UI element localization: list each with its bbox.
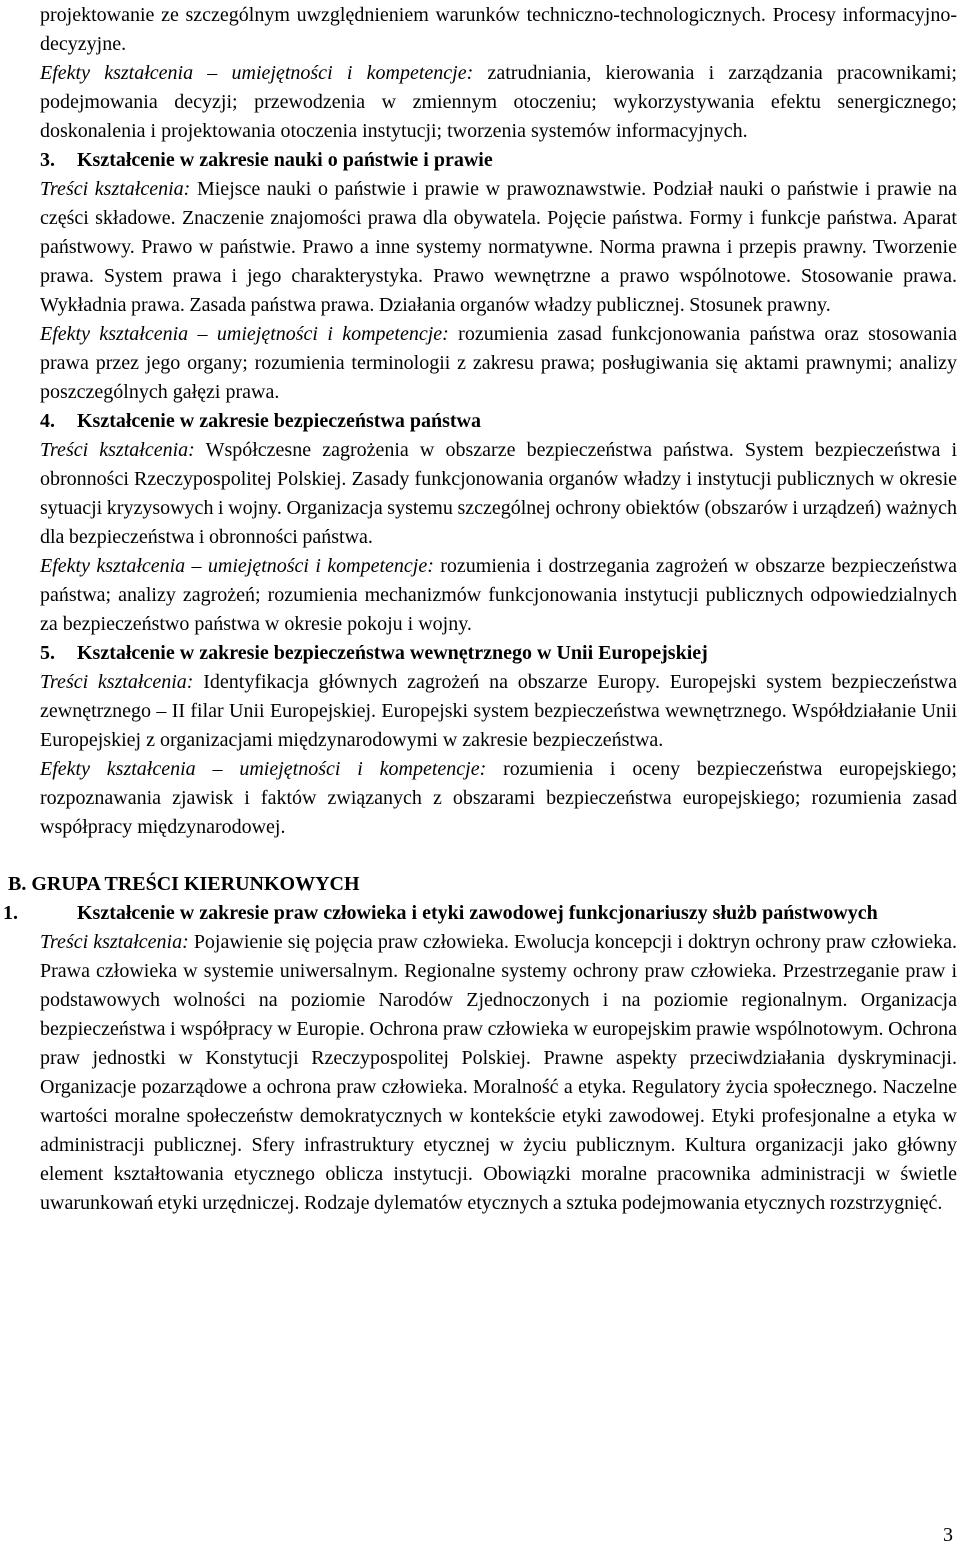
section-3-heading <box>40 146 957 175</box>
intro-effects-paragraph <box>40 59 957 146</box>
section-4-effects <box>40 552 957 639</box>
group-b-heading: B. GRUPA TREŚCI KIERUNKOWYCH <box>8 873 360 895</box>
page-number: 3 <box>943 1524 953 1546</box>
content-label: Treści kształcenia: <box>40 439 195 461</box>
effects-text: rozumienia i dostrzegania zagrożeń w obszarze bezpieczeństwa państwa; analizy zagrożeń; rozumienia mechanizmów funkcjonowania instytucji publicznych odpowiedzialnych za bezpieczeństwo państwa w okresie pokoju i wojny. <box>40 555 958 635</box>
section-3-effects <box>40 320 957 407</box>
group-b-section-1-heading <box>3 899 957 928</box>
section-5-heading <box>40 639 957 668</box>
section-4-content <box>40 436 957 552</box>
effects-label: Efekty kształcenia – umiejętności i kompetencje: <box>40 555 434 577</box>
effects-label: Efekty kształcenia – umiejętności i kompetencje: <box>40 758 487 780</box>
section-title: Kształcenie w zakresie bezpieczeństwa państwa <box>77 410 482 432</box>
section-number: 5. <box>40 642 55 664</box>
content-text: Pojawienie się pojęcia praw człowieka. Ewolucja koncepcji i doktryn ochrony praw człowieka. Prawa człowieka w systemie uniwersalnym. Regionalne systemy ochrony praw człowieka. Przestrzeganie praw i podstawowych wolności na poziomie Narodów Zjednoczonych i na poziomie regionalnym. Organizacja bezpieczeństwa i współpracy w Europie. Ochrona praw człowieka w europejskim prawie wspólnotowym. Ochrona praw jednostki w Konstytucji Rzeczypospolitej Polskiej. Prawne aspekty przeciwdziałania dyskryminacji. Organizacje pozarządowe a ochrona praw człowieka. Moralność a etyka. Regulatory życia społecznego. Naczelne wartości moralne społeczeństw demokratycznych w kontekście etyki zawodowej. Etyki profesjonalne a etyka w administracji publicznej. Sfery infrastruktury etycznej w życiu publicznym. Kultura organizacji jako główny element kształtowania etycznego oblicza instytucji. Obowiązki moralne pracownika administracji w świetle uwarunkowań etyki urzędniczej. Rodzaje dylematów etycznych a sztuka podejmowania etycznych rozstrzygnięć. <box>40 931 957 1214</box>
section-3-content <box>40 175 957 320</box>
effects-text: rozumienia i oceny bezpieczeństwa europejskiego; rozpoznawania zjawisk i faktów związanych z obszarami bezpieczeństwa europejskiego; rozumienia zasad współpracy międzynarodowej. <box>40 758 957 838</box>
section-title: Kształcenie w zakresie praw człowieka i etyki zawodowej funkcjonariuszy służb państwowych <box>77 902 878 924</box>
content-text: Współczesne zagrożenia w obszarze bezpieczeństwa państwa. System bezpieczeństwa i obronności Rzeczypospolitej Polskiej. Zasady funkcjonowania organów władzy i instytucji publicznych w okresie sytuacji kryzysowych i wojny. Organizacja systemu szczególnej ochrony obiektów (obszarów i urządzeń) ważnych dla bezpieczeństwa i obronności państwa. <box>40 439 957 548</box>
content-label: Treści kształcenia: <box>40 931 189 953</box>
effects-text: rozumienia zasad funkcjonowania państwa oraz stosowania prawa przez jego organy; rozumienia terminologii z zakresu prawa; posługiwania się aktami prawnymi; analizy poszczególnych gałęzi prawa. <box>40 323 957 403</box>
effects-text: zatrudniania, kierowania i zarządzania pracownikami; podejmowania decyzji; przewodzenia w zmiennym otoczeniu; wykorzystywania efektu senergicznego; doskonalenia i projektowania otoczenia instytucji; tworzenia systemów informacyjnych. <box>40 62 957 142</box>
group-b-section-1-content <box>40 928 957 1218</box>
section-title: Kształcenie w zakresie bezpieczeństwa wewnętrznego w Unii Europejskiej <box>77 642 708 664</box>
content-label: Treści kształcenia: <box>40 178 191 200</box>
content-label: Treści kształcenia: <box>40 671 194 693</box>
content-text: Miejsce nauki o państwie i prawie w prawoznawstwie. Podział nauki o państwie i prawie na części składowe. Znaczenie znajomości prawa dla obywatela. Pojęcie państwa. Formy i funkcje państwa. Aparat państwowy. Prawo w państwie. Prawo a inne systemy normatywne. Norma prawna i przepis prawny. Tworzenie prawa. System prawa i jego charakterystyka. Prawo wewnętrzne a prawo wspólnotowe. Stosowanie prawa. Wykładnia prawa. Zasada państwa prawa. Działania organów władzy publicznej. Stosunek prawny. <box>40 178 957 316</box>
section-5-effects <box>40 755 957 842</box>
section-5-content <box>40 668 957 755</box>
content-text: Identyfikacja głównych zagrożeń na obszarze Europy. Europejski system bezpieczeństwa zewnętrznego – II filar Unii Europejskiej. Europejski system bezpieczeństwa wewnętrznego. Współdziałanie Unii Europejskiej z organizacjami międzynarodowymi w zakresie bezpieczeństwa. <box>40 671 957 751</box>
section-number: 4. <box>40 410 55 432</box>
section-4-heading <box>40 407 957 436</box>
section-number: 1. <box>3 902 18 924</box>
document-page <box>3 1 958 1218</box>
intro-paragraph: projektowanie ze szczególnym uwzględnieniem warunków techniczno-technologicznych. Procesy informacyjno-decyzyjne. <box>40 4 957 55</box>
section-title: Kształcenie w zakresie nauki o państwie i prawie <box>77 149 493 171</box>
effects-label: Efekty kształcenia – umiejętności i kompetencje: <box>40 62 474 84</box>
effects-label: Efekty kształcenia – umiejętności i kompetencje: <box>40 323 449 345</box>
section-number: 3. <box>40 149 55 171</box>
